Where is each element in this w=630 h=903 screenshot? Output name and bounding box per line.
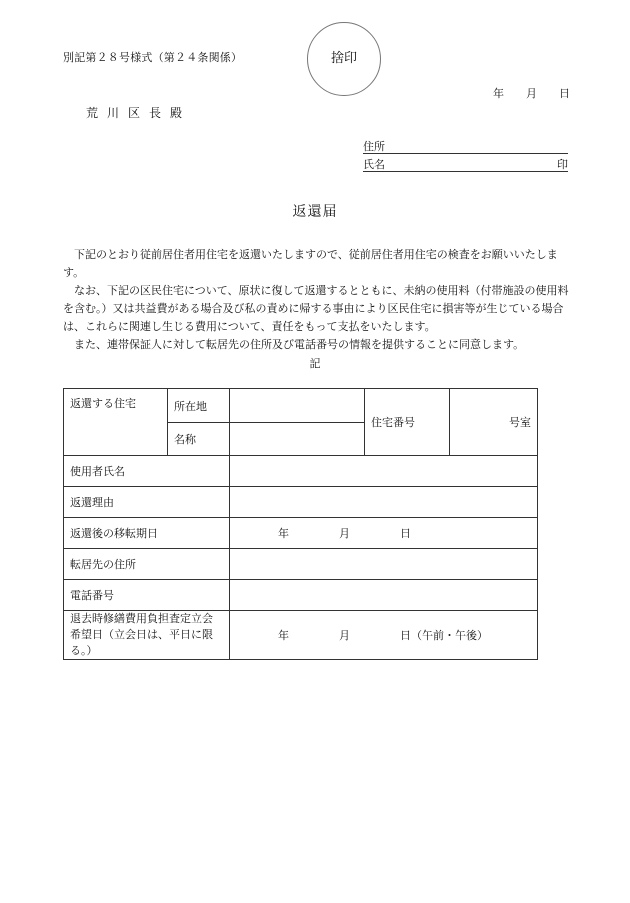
location-label: 所在地 (168, 389, 230, 423)
name-label: 氏名 (363, 158, 385, 171)
inspection-date-label: 退去時修繕費用負担査定立会希望日（立会日は、平日に限る。） (64, 611, 230, 660)
date-year-label: 年 (493, 87, 504, 100)
move-month-label: 月 (339, 527, 350, 540)
body-paragraph-3: また、連帯保証人に対して転居先の住所及び電話番号の情報を提供することに同意します。 (74, 338, 525, 351)
page-title: 返還届 (292, 204, 338, 220)
inspection-date-field[interactable] (230, 611, 538, 660)
returned-housing-label: 返還する住宅 (64, 389, 168, 456)
body-text (63, 246, 571, 354)
recipient: 荒川区長殿 (86, 106, 192, 120)
body-paragraph-2: なお、下記の区民住宅について、原状に復して返還するとともに、未納の使用料（付帯施設の使用料を含む。）又は共益費がある場合及び私の責めに帰する事由により区民住宅に損害等が生じている場合は、これらに関連し生じる費用について、責任をもって支払をいたします。 (63, 284, 569, 333)
housing-name-field[interactable] (230, 423, 365, 456)
housing-number-label: 住宅番号 (365, 389, 450, 456)
phone-field[interactable] (230, 580, 538, 611)
address-label: 住所 (363, 140, 385, 153)
record-label: 記 (309, 357, 321, 370)
room-number-field[interactable] (450, 389, 538, 456)
user-name-field[interactable] (230, 456, 538, 487)
move-day-label: 日 (400, 527, 411, 540)
date-day-label: 日 (559, 87, 570, 100)
reason-field[interactable] (230, 487, 538, 518)
date-month-label: 月 (526, 87, 537, 100)
name-label: 名称 (168, 423, 230, 456)
reason-label: 返還理由 (64, 487, 230, 518)
return-form-table (63, 388, 538, 660)
move-date-field[interactable] (230, 518, 538, 549)
stamp-label: 捨印 (330, 51, 357, 66)
new-address-label: 転居先の住所 (64, 549, 230, 580)
seal-label: 印 (557, 158, 568, 171)
inspection-month-label: 月 (339, 629, 350, 642)
address-field[interactable] (363, 138, 568, 154)
discard-stamp-circle[interactable] (307, 22, 381, 96)
user-name-label: 使用者氏名 (64, 456, 230, 487)
move-year-label: 年 (278, 527, 289, 540)
body-paragraph-1: 下記のとおり従前居住者用住宅を返還いたしますので、従前居住者用住宅の検査をお願いいたします。 (63, 248, 558, 279)
phone-label: 電話番号 (64, 580, 230, 611)
location-field[interactable] (230, 389, 365, 423)
form-number: 別記第２８号様式（第２４条関係） (63, 51, 243, 64)
new-address-field[interactable] (230, 549, 538, 580)
room-suffix: 号室 (509, 416, 531, 429)
name-field[interactable] (363, 156, 568, 172)
inspection-year-label: 年 (278, 629, 289, 642)
inspection-day-label: 日（午前・午後） (400, 629, 488, 642)
move-date-label: 返還後の移転期日 (64, 518, 230, 549)
